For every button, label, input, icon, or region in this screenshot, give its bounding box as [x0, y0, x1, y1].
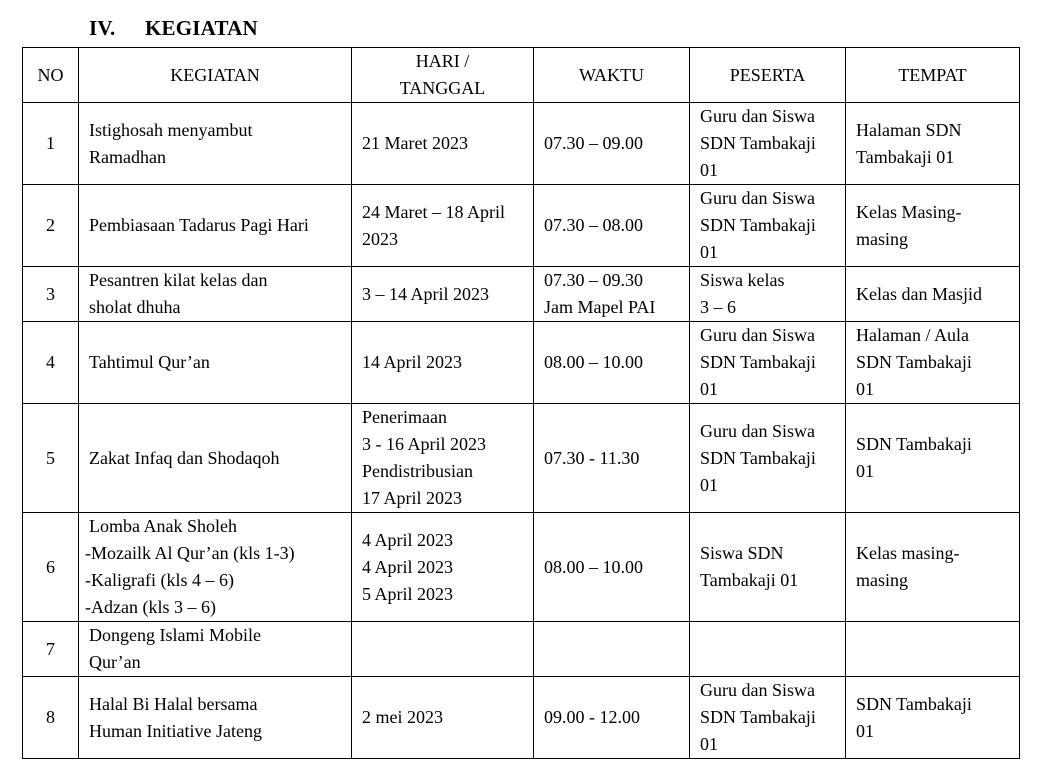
cell-tanggal [352, 185, 534, 267]
tempat-line: 01 [856, 720, 874, 741]
tempat-line: 01 [856, 461, 874, 481]
section-heading [89, 16, 258, 41]
cell-no: 6 [23, 513, 79, 622]
table-row [23, 103, 1020, 185]
cell-peserta [690, 103, 846, 185]
kegiatan-line: -Mozailk Al Qur’an (kls 1-3) [85, 543, 295, 563]
cell-kegiatan [79, 185, 352, 267]
table-row [23, 513, 1020, 622]
peserta-line: Guru dan Siswa [700, 325, 815, 345]
tanggal-line: 24 Maret – 18 April [362, 201, 505, 222]
cell-kegiatan [79, 677, 352, 759]
table-row [23, 622, 1020, 677]
peserta-line: 01 [700, 379, 718, 399]
peserta-line: Guru dan Siswa [700, 680, 815, 700]
peserta-line: Guru dan Siswa [700, 188, 815, 208]
cell-waktu [534, 322, 690, 404]
kegiatan-line: Dongeng Islami Mobile [89, 625, 261, 645]
section-number: IV. [89, 16, 116, 40]
tanggal-line: 17 April 2023 [362, 488, 463, 508]
waktu-line: 07.30 – 08.00 [544, 215, 643, 235]
kegiatan-line: Lomba Anak Sholeh [89, 516, 237, 536]
tempat-line: SDN Tambakaji [856, 352, 972, 372]
tempat-line: Halaman / Aula [856, 325, 969, 345]
kegiatan-line: Halal Bi Halal bersama [89, 693, 258, 714]
table-row [23, 677, 1020, 759]
peserta-line: Siswa SDN [700, 543, 784, 563]
cell-tanggal [352, 103, 534, 185]
kegiatan-line: sholat dhuha [89, 297, 181, 317]
tanggal-line: 3 – 14 April 2023 [362, 283, 490, 304]
cell-kegiatan [79, 622, 352, 677]
header-tempat: TEMPAT [846, 48, 1020, 103]
waktu-line: 08.00 – 10.00 [544, 352, 643, 372]
tanggal-line: Penerimaan [362, 407, 447, 427]
cell-tempat [846, 622, 1020, 677]
peserta-line: Guru dan Siswa [700, 106, 815, 126]
cell-no: 5 [23, 404, 79, 513]
cell-no: 7 [23, 622, 79, 677]
kegiatan-line: -Kaligrafi (kls 4 – 6) [85, 570, 234, 590]
header-hari-tanggal [352, 48, 534, 103]
table-row [23, 267, 1020, 322]
peserta-line: SDN Tambakaji [700, 447, 816, 468]
header-no: NO [23, 48, 79, 103]
cell-peserta [690, 622, 846, 677]
tanggal-line: 2023 [362, 228, 398, 249]
peserta-line: 01 [700, 474, 718, 495]
cell-tempat [846, 267, 1020, 322]
peserta-line: SDN Tambakaji [700, 133, 816, 153]
tanggal-line: Pendistribusian [362, 461, 473, 481]
waktu-line: 07.30 - 11.30 [544, 447, 640, 468]
cell-tempat [846, 103, 1020, 185]
waktu-line: 08.00 – 10.00 [544, 556, 643, 577]
tempat-line: Halaman SDN [856, 119, 962, 140]
cell-no: 1 [23, 103, 79, 185]
cell-tanggal [352, 404, 534, 513]
table-header-row [23, 48, 1020, 103]
cell-waktu [534, 622, 690, 677]
peserta-line: 01 [700, 160, 718, 180]
peserta-line: Siswa kelas [700, 270, 785, 290]
peserta-line: SDN Tambakaji [700, 707, 816, 727]
tanggal-line: 4 April 2023 [362, 529, 454, 550]
cell-no: 8 [23, 677, 79, 759]
cell-no: 2 [23, 185, 79, 267]
cell-peserta [690, 404, 846, 513]
table-row [23, 185, 1020, 267]
tanggal-line: 21 Maret 2023 [362, 133, 468, 153]
cell-waktu [534, 404, 690, 513]
peserta-line: 01 [700, 242, 718, 262]
kegiatan-line: -Adzan (kls 3 – 6) [85, 597, 216, 617]
cell-tanggal [352, 267, 534, 322]
tempat-line: Kelas Masing- [856, 201, 962, 222]
waktu-line: 07.30 – 09.30 [544, 270, 643, 290]
kegiatan-line: Ramadhan [89, 146, 166, 167]
peserta-line: 3 – 6 [700, 297, 736, 317]
cell-waktu [534, 267, 690, 322]
header-hari: HARI / [415, 51, 470, 71]
cell-peserta [690, 267, 846, 322]
tempat-line: Tambakaji 01 [856, 146, 955, 167]
tempat-line: Kelas masing- [856, 543, 960, 563]
header-tanggal: TANGGAL [399, 78, 486, 98]
header-waktu: WAKTU [534, 48, 690, 103]
tempat-line: masing [856, 570, 908, 590]
kegiatan-line: Zakat Infaq dan Shodaqoh [89, 447, 280, 468]
cell-tempat [846, 185, 1020, 267]
waktu-line: 09.00 - 12.00 [544, 707, 640, 727]
tempat-line: 01 [856, 379, 874, 399]
kegiatan-line: Tahtimul Qur’an [89, 352, 210, 372]
table-row [23, 322, 1020, 404]
section-title: KEGIATAN [145, 16, 258, 40]
cell-kegiatan [79, 103, 352, 185]
cell-tempat [846, 404, 1020, 513]
peserta-line: Tambakaji 01 [700, 570, 799, 590]
peserta-line: Guru dan Siswa [700, 420, 815, 441]
cell-waktu [534, 103, 690, 185]
tempat-line: Kelas dan Masjid [856, 283, 982, 304]
cell-no: 4 [23, 322, 79, 404]
cell-tempat [846, 677, 1020, 759]
cell-kegiatan [79, 267, 352, 322]
peserta-line: SDN Tambakaji [700, 352, 816, 372]
cell-peserta [690, 185, 846, 267]
table-row [23, 404, 1020, 513]
cell-tanggal [352, 622, 534, 677]
tanggal-line: 14 April 2023 [362, 352, 463, 372]
tanggal-line: 2 mei 2023 [362, 707, 443, 727]
tempat-line: masing [856, 228, 908, 249]
cell-kegiatan [79, 404, 352, 513]
cell-waktu [534, 185, 690, 267]
cell-waktu [534, 513, 690, 622]
cell-peserta [690, 677, 846, 759]
cell-kegiatan [79, 322, 352, 404]
cell-tanggal [352, 513, 534, 622]
tempat-line: SDN Tambakaji [856, 434, 972, 454]
cell-peserta [690, 513, 846, 622]
kegiatan-line: Human Initiative Jateng [89, 720, 262, 741]
header-kegiatan: KEGIATAN [79, 48, 352, 103]
kegiatan-line: Pembiasaan Tadarus Pagi Hari [89, 215, 309, 235]
kegiatan-line: Pesantren kilat kelas dan [89, 270, 268, 290]
peserta-line: 01 [700, 734, 718, 754]
waktu-line: Jam Mapel PAI [544, 297, 656, 317]
kegiatan-line: Istighosah menyambut [89, 119, 253, 140]
waktu-line: 07.30 – 09.00 [544, 133, 643, 153]
cell-tempat [846, 322, 1020, 404]
kegiatan-line: Qur’an [89, 652, 141, 672]
tanggal-line: 3 - 16 April 2023 [362, 434, 486, 454]
tanggal-line: 5 April 2023 [362, 583, 454, 604]
kegiatan-table [22, 47, 1020, 759]
cell-tanggal [352, 322, 534, 404]
cell-tempat [846, 513, 1020, 622]
cell-waktu [534, 677, 690, 759]
cell-tanggal [352, 677, 534, 759]
peserta-line: SDN Tambakaji [700, 215, 816, 235]
header-peserta: PESERTA [690, 48, 846, 103]
table-body [23, 103, 1020, 759]
cell-kegiatan [79, 513, 352, 622]
cell-no: 3 [23, 267, 79, 322]
cell-peserta [690, 322, 846, 404]
tempat-line: SDN Tambakaji [856, 693, 972, 714]
tanggal-line: 4 April 2023 [362, 556, 454, 577]
